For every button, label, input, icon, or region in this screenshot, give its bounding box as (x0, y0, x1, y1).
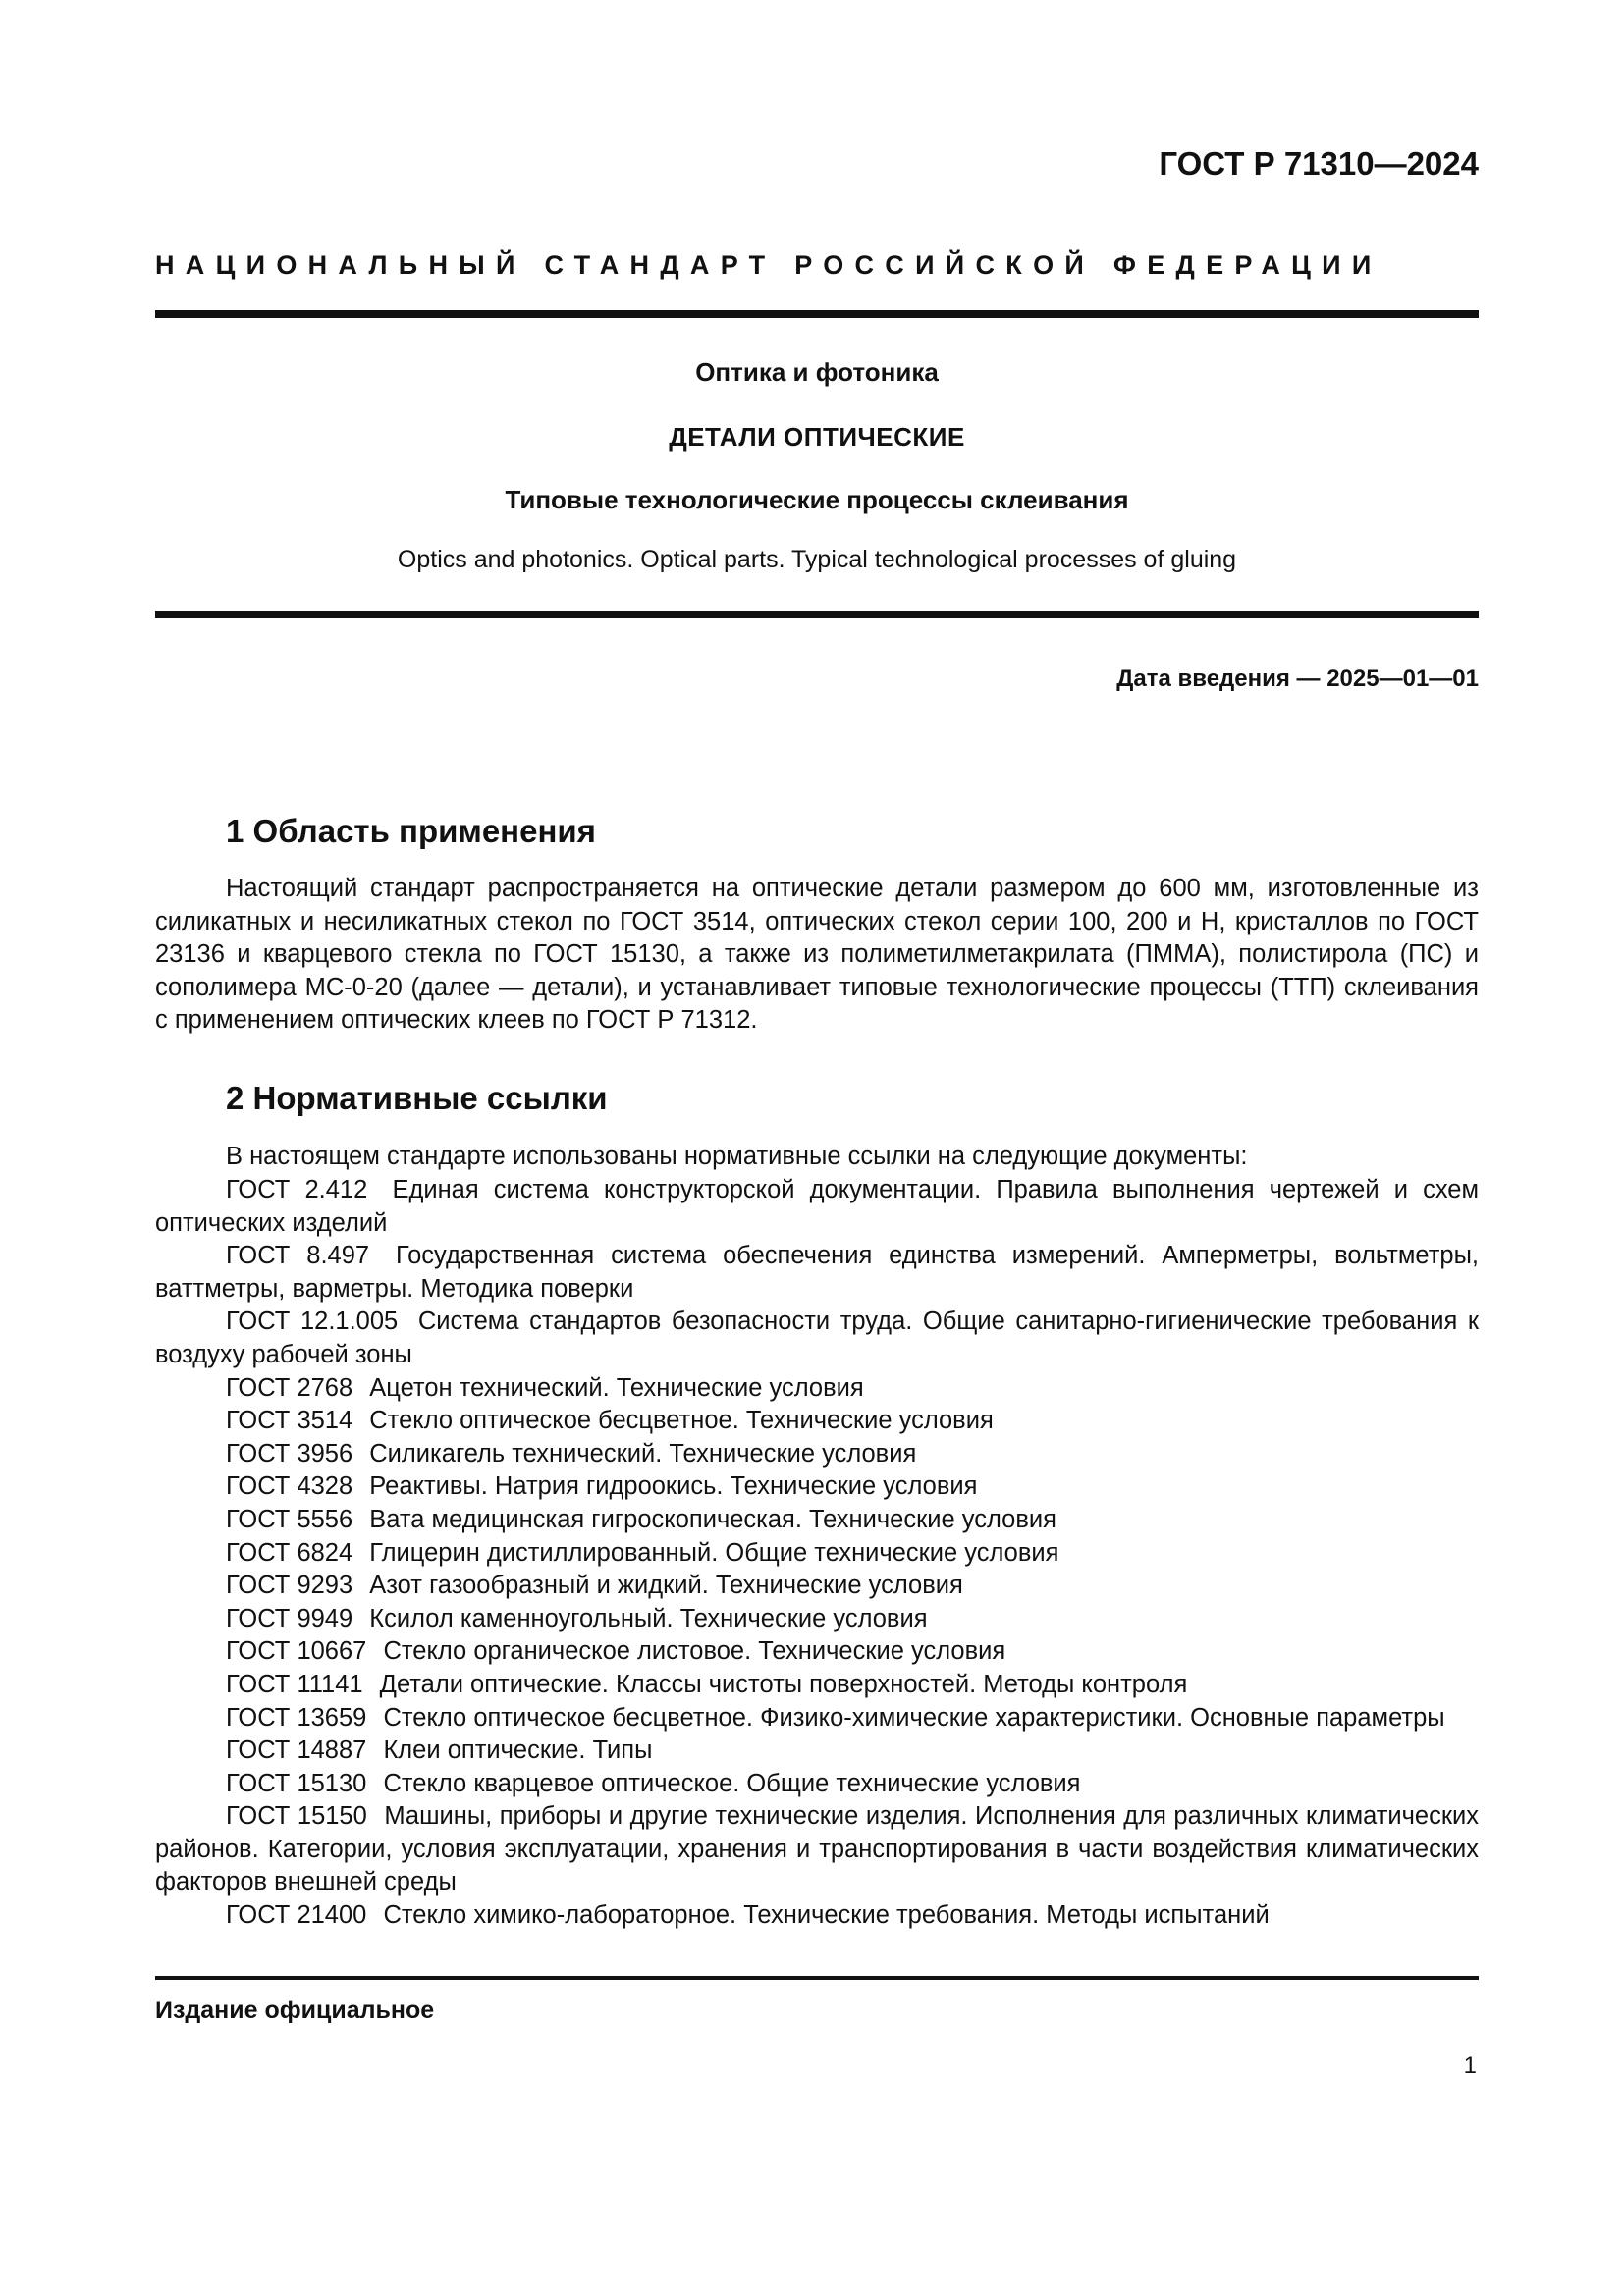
reference-item (155, 1635, 1479, 1669)
national-standard-banner: НАЦИОНАЛЬНЫЙ СТАНДАРТ РОССИЙСКОЙ ФЕДЕРАЦИИ (155, 250, 1382, 280)
reference-code: ГОСТ 8.497 (226, 1242, 370, 1270)
english-title: Optics and photonics. Optical parts. Typical technological processes of gluing (397, 546, 1237, 573)
reference-code: ГОСТ 14887 (226, 1736, 367, 1765)
reference-title: Стекло органическое листовое. Технические условия (383, 1637, 1006, 1666)
reference-title: Стекло оптическое бесцветное. Технические условия (369, 1407, 994, 1435)
reference-item (155, 1372, 1479, 1406)
reference-title: Детали оптические. Классы чистоты поверхностей. Методы контроля (379, 1670, 1188, 1698)
section-1-paragraph (155, 873, 1479, 1038)
reference-item (155, 1470, 1479, 1504)
reference-item (155, 1438, 1479, 1471)
reference-code: ГОСТ 13659 (226, 1703, 367, 1732)
title-divider (155, 611, 1479, 618)
reference-title: Ацетон технический. Технические условия (369, 1373, 864, 1402)
reference-item (155, 1669, 1479, 1702)
reference-item (155, 1504, 1479, 1537)
reference-title: Вата медицинская гигроскопическая. Технические условия (369, 1505, 1056, 1533)
field-title: Оптика и фотоника (695, 357, 939, 387)
reference-title: Реактивы. Натрия гидроокись. Технические условия (369, 1472, 978, 1501)
reference-code: ГОСТ 2768 (226, 1373, 353, 1402)
reference-item (155, 1570, 1479, 1603)
reference-title: Машины, приборы и другие технические изделия. Исполнения для различных климатических районов. Категории, условия эксплуатации, хранения и транспортирования в части воздействия климатических факторов внешней среды (155, 1802, 1480, 1896)
document-number: ГОСТ Р 71310—2024 (1159, 145, 1479, 182)
reference-item (155, 1800, 1479, 1899)
reference-title: Ксилол каменноугольный. Технические условия (369, 1604, 928, 1632)
reference-title: Система стандартов безопасности труда. Общие санитарно-гигиенические требования к воздуху рабочей зоны (155, 1308, 1479, 1368)
reference-code: ГОСТ 10667 (226, 1637, 367, 1666)
reference-item (155, 1537, 1479, 1571)
reference-title: Государственная система обеспечения единства измерений. Амперметры, вольтметры, ваттметры, варметры. Методика поверки (155, 1242, 1479, 1303)
reference-item (155, 1306, 1479, 1371)
reference-code: ГОСТ 11141 (226, 1670, 363, 1698)
section-2-heading: 2 Нормативные ссылки (226, 1080, 608, 1116)
reference-title: Стекло кварцевое оптическое. Общие технические условия (383, 1769, 1081, 1797)
reference-code: ГОСТ 9293 (226, 1572, 353, 1600)
reference-title: Единая система конструкторской документации. Правила выполнения чертежей и схем оптических изделий (155, 1176, 1479, 1237)
page-number: 1 (1463, 2053, 1477, 2079)
reference-code: ГОСТ 3956 (226, 1439, 353, 1468)
reference-code: ГОСТ 4328 (226, 1472, 353, 1501)
reference-code: ГОСТ 3514 (226, 1407, 353, 1435)
reference-item (155, 1735, 1479, 1768)
reference-item (155, 1174, 1479, 1240)
section-1-heading: 1 Область применения (226, 813, 596, 849)
reference-title: Стекло оптическое бесцветное. Физико-химические характеристики. Основные параметры (383, 1703, 1445, 1732)
section-2-intro-text: В настоящем стандарте использованы нормативные ссылки на следующие документы: (226, 1143, 1248, 1170)
reference-item (155, 1240, 1479, 1306)
reference-code: ГОСТ 21400 (226, 1901, 367, 1930)
top-divider (155, 310, 1479, 318)
references-list (155, 1174, 1479, 1933)
reference-code: ГОСТ 2.412 (226, 1176, 368, 1203)
reference-code: ГОСТ 9949 (226, 1604, 353, 1632)
document-title: ДЕТАЛИ ОПТИЧЕСКИЕ (669, 422, 965, 452)
reference-code: ГОСТ 6824 (226, 1538, 353, 1567)
document-subtitle: Типовые технологические процессы склеивания (505, 485, 1129, 514)
reference-item (155, 1899, 1479, 1933)
reference-title: Стекло химико-лабораторное. Технические требования. Методы испытаний (383, 1901, 1270, 1930)
effective-date: Дата введения — 2025—01—01 (1116, 666, 1479, 692)
reference-item (155, 1603, 1479, 1636)
reference-title: Азот газообразный и жидкий. Технические условия (369, 1572, 963, 1600)
reference-title: Клеи оптические. Типы (383, 1736, 653, 1765)
reference-title: Силикагель технический. Технические условия (369, 1439, 917, 1468)
official-edition-label: Издание официальное (155, 1997, 435, 2024)
section-1-text: Настоящий стандарт распространяется на оптические детали размером до 600 мм, изготовленные из силикатных и несиликатных стекол по ГОСТ 3514, оптических стекол серии 100, 200 и Н, кристаллов по ГОСТ 23136 и кварцевого стекла по ГОСТ 15130, а также из полиметилметакрилата (ПММА), полистирола (ПС) и сополимера МС-0-20 (далее — детали), и устанавливает типовые технологические процессы (ТТП) склеивания с применением оптических клеев по ГОСТ Р 71312. (155, 875, 1479, 1035)
footer-divider (155, 1976, 1479, 1980)
reference-code: ГОСТ 15150 (226, 1802, 367, 1831)
reference-code: ГОСТ 15130 (226, 1769, 367, 1797)
section-2-intro (155, 1141, 1479, 1174)
reference-code: ГОСТ 5556 (226, 1505, 353, 1533)
reference-item (155, 1768, 1479, 1801)
reference-code: ГОСТ 12.1.005 (226, 1308, 399, 1336)
reference-item (155, 1405, 1479, 1438)
reference-item (155, 1702, 1479, 1735)
reference-title: Глицерин дистиллированный. Общие технические условия (369, 1538, 1059, 1567)
